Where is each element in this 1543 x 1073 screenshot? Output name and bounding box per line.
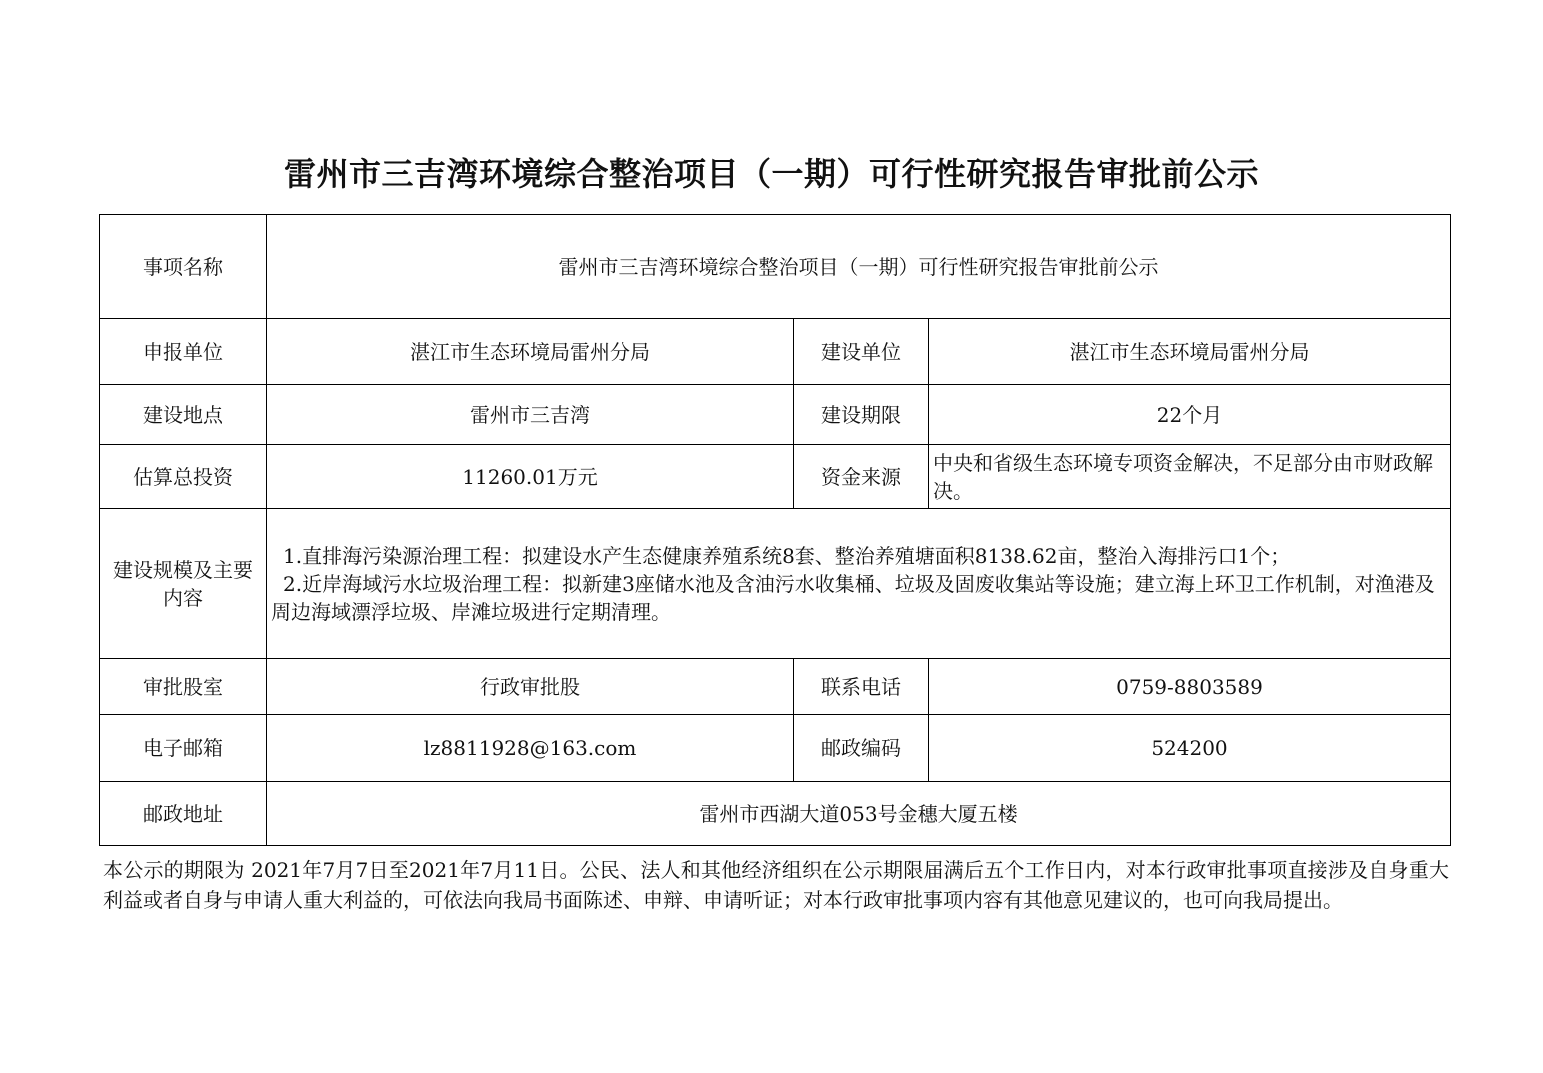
row-location — [100, 385, 1451, 445]
applicant-value: 湛江市生态环境局雷州分局 — [267, 319, 794, 385]
period-value: 22个月 — [929, 385, 1451, 445]
row-dept — [100, 659, 1451, 715]
row-applicant — [100, 319, 1451, 385]
address-value: 雷州市西湖大道053号金穗大厦五楼 — [267, 782, 1451, 846]
row-address — [100, 782, 1451, 846]
scale-line-2: 2.近岸海域污水垃圾治理工程：拟新建3座储水池及含油污水收集桶、垃圾及固废收集站等设施；建立海上环卫工作机制，对渔港及周边海域漂浮垃圾、岸滩垃圾进行定期清理。 — [271, 571, 1435, 624]
location-label: 建设地点 — [100, 385, 267, 445]
investment-label: 估算总投资 — [100, 445, 267, 509]
investment-value: 11260.01万元 — [267, 445, 794, 509]
location-value: 雷州市三吉湾 — [267, 385, 794, 445]
email-value: lz8811928@163.com — [267, 715, 794, 782]
applicant-label: 申报单位 — [100, 319, 267, 385]
row-investment — [100, 445, 1451, 509]
notice-text: 本公示的期限为 2021年7月7日至2021年7月11日。公民、法人和其他经济组织在公示期限届满后五个工作日内，对本行政审批事项直接涉及自身重大利益或者自身与申请人重大利益的，可依法向我局书面陈述、申辩、申请听证；对本行政审批事项内容有其他意见建议的，也可向我局提出。 — [103, 858, 1449, 912]
item-name-label: 事项名称 — [100, 215, 267, 319]
address-label: 邮政地址 — [100, 782, 267, 846]
builder-value: 湛江市生态环境局雷州分局 — [929, 319, 1451, 385]
scale-label: 建设规模及主要内容 — [100, 509, 267, 659]
info-table — [99, 214, 1451, 846]
dept-value: 行政审批股 — [267, 659, 794, 715]
row-email — [100, 715, 1451, 782]
row-scale — [100, 509, 1451, 659]
phone-label: 联系电话 — [794, 659, 929, 715]
email-label: 电子邮箱 — [100, 715, 267, 782]
phone-value: 0759-8803589 — [929, 659, 1451, 715]
row-item-name — [100, 215, 1451, 319]
postcode-label: 邮政编码 — [794, 715, 929, 782]
item-name-value: 雷州市三吉湾环境综合整治项目（一期）可行性研究报告审批前公示 — [267, 215, 1451, 319]
scale-value — [267, 509, 1451, 659]
period-label: 建设期限 — [794, 385, 929, 445]
page-title: 雷州市三吉湾环境综合整治项目（一期）可行性研究报告审批前公示 — [283, 155, 1259, 193]
postcode-value: 524200 — [929, 715, 1451, 782]
funding-label: 资金来源 — [794, 445, 929, 509]
funding-value: 中央和省级生态环境专项资金解决，不足部分由市财政解决。 — [929, 445, 1451, 509]
builder-label: 建设单位 — [794, 319, 929, 385]
dept-label: 审批股室 — [100, 659, 267, 715]
scale-line-1: 1.直排海污染源治理工程：拟建设水产生态健康养殖系统8套、整治养殖塘面积8138.62亩，整治入海排污口1个； — [283, 543, 1291, 568]
